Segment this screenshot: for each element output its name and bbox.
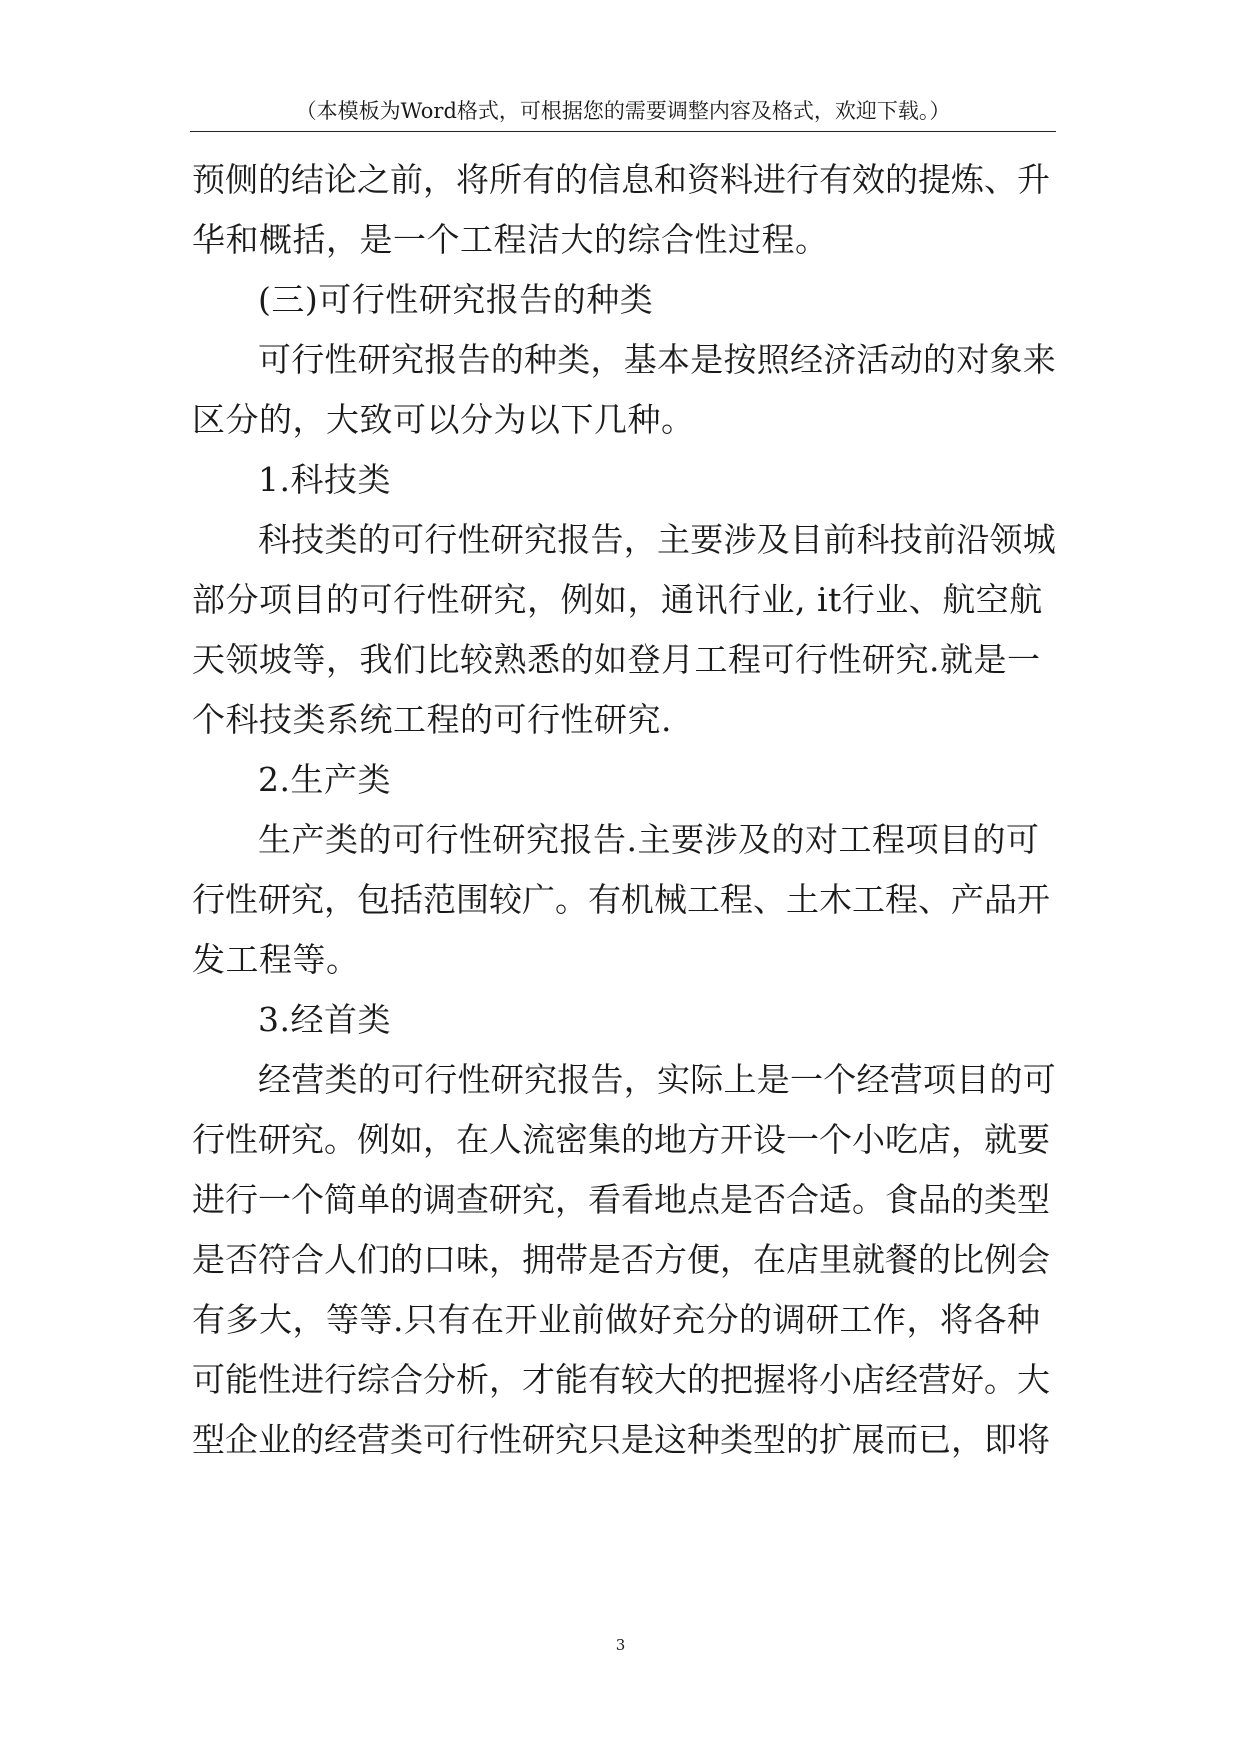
subsection-heading: 2.生产类	[258, 760, 391, 799]
body-line: 经营类的可行性研究报告，实际上是一个经营项目的可	[258, 1060, 1056, 1099]
body-line: 有多大，等等.只有在开业前做好充分的调研工作，将各种	[192, 1300, 1041, 1339]
body-line: 行性研究。例如，在人流密集的地方开设一个小吃店，就要	[192, 1120, 1050, 1159]
body-line: 科技类的可行性研究报告，主要涉及目前科技前沿领城	[258, 520, 1056, 559]
header-divider	[190, 131, 1056, 132]
body-line: 华和概括，是一个工程洁大的综合性过程。	[192, 220, 829, 259]
document-body	[192, 150, 1056, 1470]
subsection-heading: 3.经首类	[258, 1000, 391, 1039]
body-line: 生产类的可行性研究报告.主要涉及的对工程项目的可	[258, 820, 1040, 859]
body-line: 部分项目的可行性研究，例如，通讯行业, it行业、航空航	[192, 580, 1043, 619]
body-line: 行性研究，包括范围较广。有机械工程、土木工程、产品开	[192, 880, 1050, 919]
body-line: 区分的，大致可以分为以下几种。	[192, 400, 695, 439]
body-line: 型企业的经营类可行性研究只是这种类型的扩展而已，即将	[192, 1420, 1050, 1459]
template-notice: （本模板为Word格式，可根据您的需要调整内容及格式，欢迎下载。）	[295, 99, 951, 123]
section-heading: (三)可行性研究报告的种类	[258, 280, 654, 319]
body-line: 是否符合人们的口味，拥带是否方便，在店里就餐的比例会	[192, 1240, 1050, 1279]
page-number: 3	[615, 1636, 626, 1654]
body-line: 预侧的结论之前，将所有的信息和资料进行有效的提炼、升	[192, 160, 1050, 199]
body-line: 个科技类系统工程的可行性研究.	[192, 700, 672, 739]
body-line: 天领坡等，我们比较熟悉的如登月工程可行性研究.就是一	[192, 640, 1041, 679]
body-line: 可行性研究报告的种类，基本是按照经济活动的对象来	[258, 340, 1056, 379]
body-line: 可能性进行综合分析，才能有较大的把握将小店经营好。大	[192, 1360, 1050, 1399]
body-line: 发工程等。	[192, 940, 360, 979]
body-line: 进行一个简单的调查研究，看看地点是否合适。食品的类型	[192, 1180, 1050, 1219]
subsection-heading: 1.科技类	[258, 460, 391, 499]
